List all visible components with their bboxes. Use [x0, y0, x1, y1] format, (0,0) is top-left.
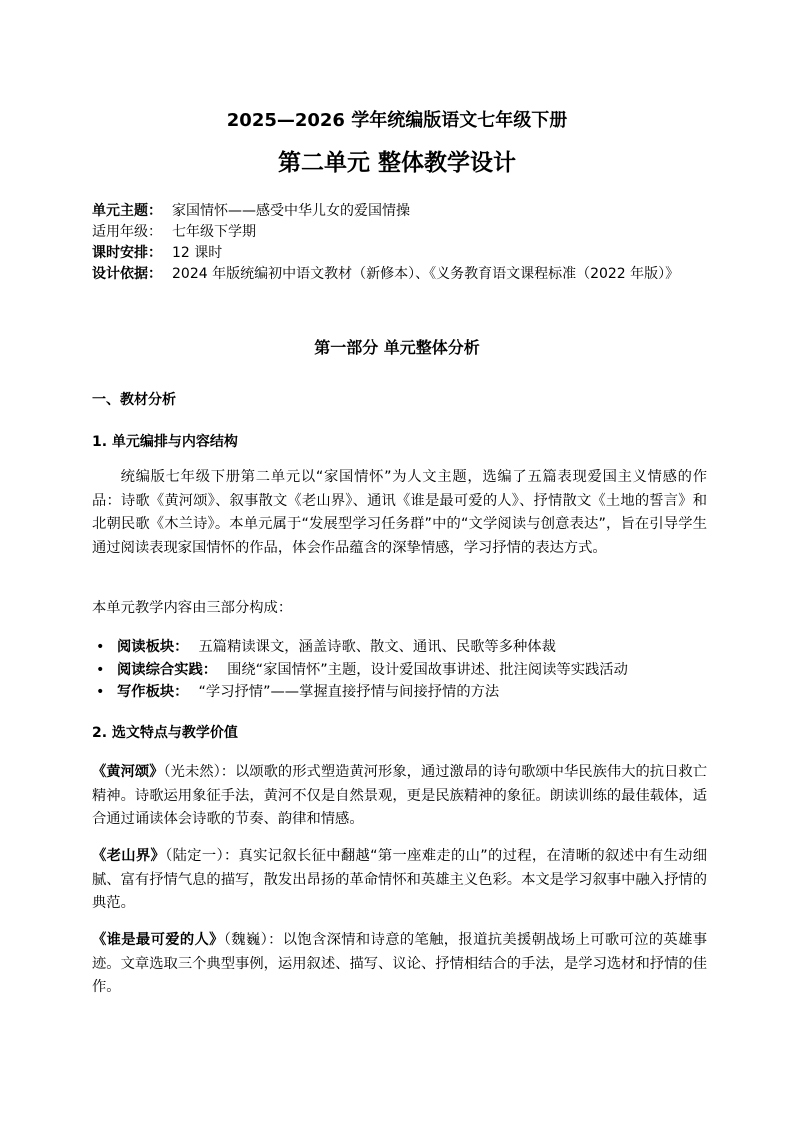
meta-basis — [92, 264, 707, 284]
section-heading: 一、教材分析 — [92, 392, 176, 408]
meta-hours — [92, 243, 712, 263]
subsection-heading-2: 2. 选文特点与教学价值 — [92, 725, 238, 741]
bullet-text: “学习抒情”——掌握直接抒情与间接抒情的方法 — [198, 684, 500, 700]
list-item — [92, 659, 712, 682]
list-item — [92, 636, 712, 659]
meta-grade — [92, 222, 712, 242]
text-body: （光未然）：以颂歌的形式塑造黄河形象，通过激昂的诗句歌颂中华民族伟大的抗日救亡精神。诗歌运用象征手法，黄河不仅是自然景观，更是民族精神的象征。朗读训练的最佳载体，适合通过诵读体会诗歌的节奏、韵律和情感。 — [92, 764, 707, 827]
meta-grade-label: 适用年级： — [92, 224, 162, 240]
meta-hours-value: 12 课时 — [172, 245, 223, 261]
bullet-icon: • — [96, 661, 105, 678]
meta-basis-label: 设计依据： — [92, 266, 162, 282]
document-subtitle: 第二单元 整体教学设计 — [277, 150, 516, 176]
text-title: 《谁是最可爱的人》 — [92, 932, 224, 948]
document-title: 2025—2026 学年统编版语文七年级下册 — [226, 110, 568, 131]
bullet-icon: • — [96, 684, 105, 700]
text-body: （魏巍）：以饱含深情和诗意的笔触，报道抗美援朝战场上可歌可泣的英雄事迹。文章选取三个典型事例，运用叙述、描写、议论、抒情相结合的手法，是学习选材和抒情的佳作。 — [92, 932, 708, 995]
text-analysis-zuikeaideren — [92, 929, 707, 1000]
list-item — [92, 681, 712, 704]
bullet-text: 五篇精读课文，涵盖诗歌、散文、通讯、民歌等多种体裁 — [198, 639, 556, 655]
paragraph-unit-structure: 统编版七年级下册第二单元以“家国情怀”为人文主题，选编了五篇表现爱国主义情感的作品：诗歌《黄河颂》、叙事散文《老山界》、通讯《谁是最可爱的人》、抒情散文《土地的誓言》和北朝民歌《木兰诗》。本单元属于“发展型学习任务群”中的“文学阅读与创意表达”，旨在引导学生通过阅读表现家国情怀的作品，体会作品蕴含的深挚情感，学习抒情的表达方式。 — [92, 469, 707, 556]
meta-theme-value: 家国情怀——感受中华儿女的爱国情操 — [172, 203, 410, 219]
bullet-label: 写作板块： — [117, 684, 189, 700]
bullet-icon: • — [96, 639, 105, 655]
bullet-label: 阅读板块： — [117, 639, 189, 655]
bullet-text: 围绕“家国情怀”主题，设计爱国故事讲述、批注阅读等实践活动 — [227, 661, 628, 678]
content-bullet-list — [92, 636, 712, 704]
meta-hours-label: 课时安排： — [92, 245, 162, 261]
meta-theme-label: 单元主题： — [92, 203, 162, 219]
text-analysis-laoshanjie — [92, 845, 707, 916]
text-title: 《老山界》 — [92, 848, 166, 864]
text-body: （陆定一）：真实记叙长征中翻越“第一座难走的山”的过程，在清晰的叙述中有生动细腻、富有抒情气息的描写，散发出昂扬的革命情怀和英雄主义色彩。本文是学习叙事中融入抒情的典范。 — [92, 848, 708, 911]
meta-basis-value: 2024 年版统编初中语文教材（新修本）、《义务教育语文课程标准（2022 年版）》 — [172, 266, 680, 282]
text-analysis-huanghesong — [92, 761, 707, 832]
subsection-heading-1: 1. 单元编排与内容结构 — [92, 434, 238, 450]
text-title: 《黄河颂》 — [92, 764, 164, 780]
part-title: 第一部分 单元整体分析 — [314, 338, 480, 357]
meta-theme — [92, 201, 712, 221]
meta-grade-value: 七年级下学期 — [172, 224, 256, 240]
paragraph-composition: 本单元教学内容由三部分构成： — [92, 600, 293, 616]
bullet-label: 阅读综合实践： — [117, 661, 218, 678]
